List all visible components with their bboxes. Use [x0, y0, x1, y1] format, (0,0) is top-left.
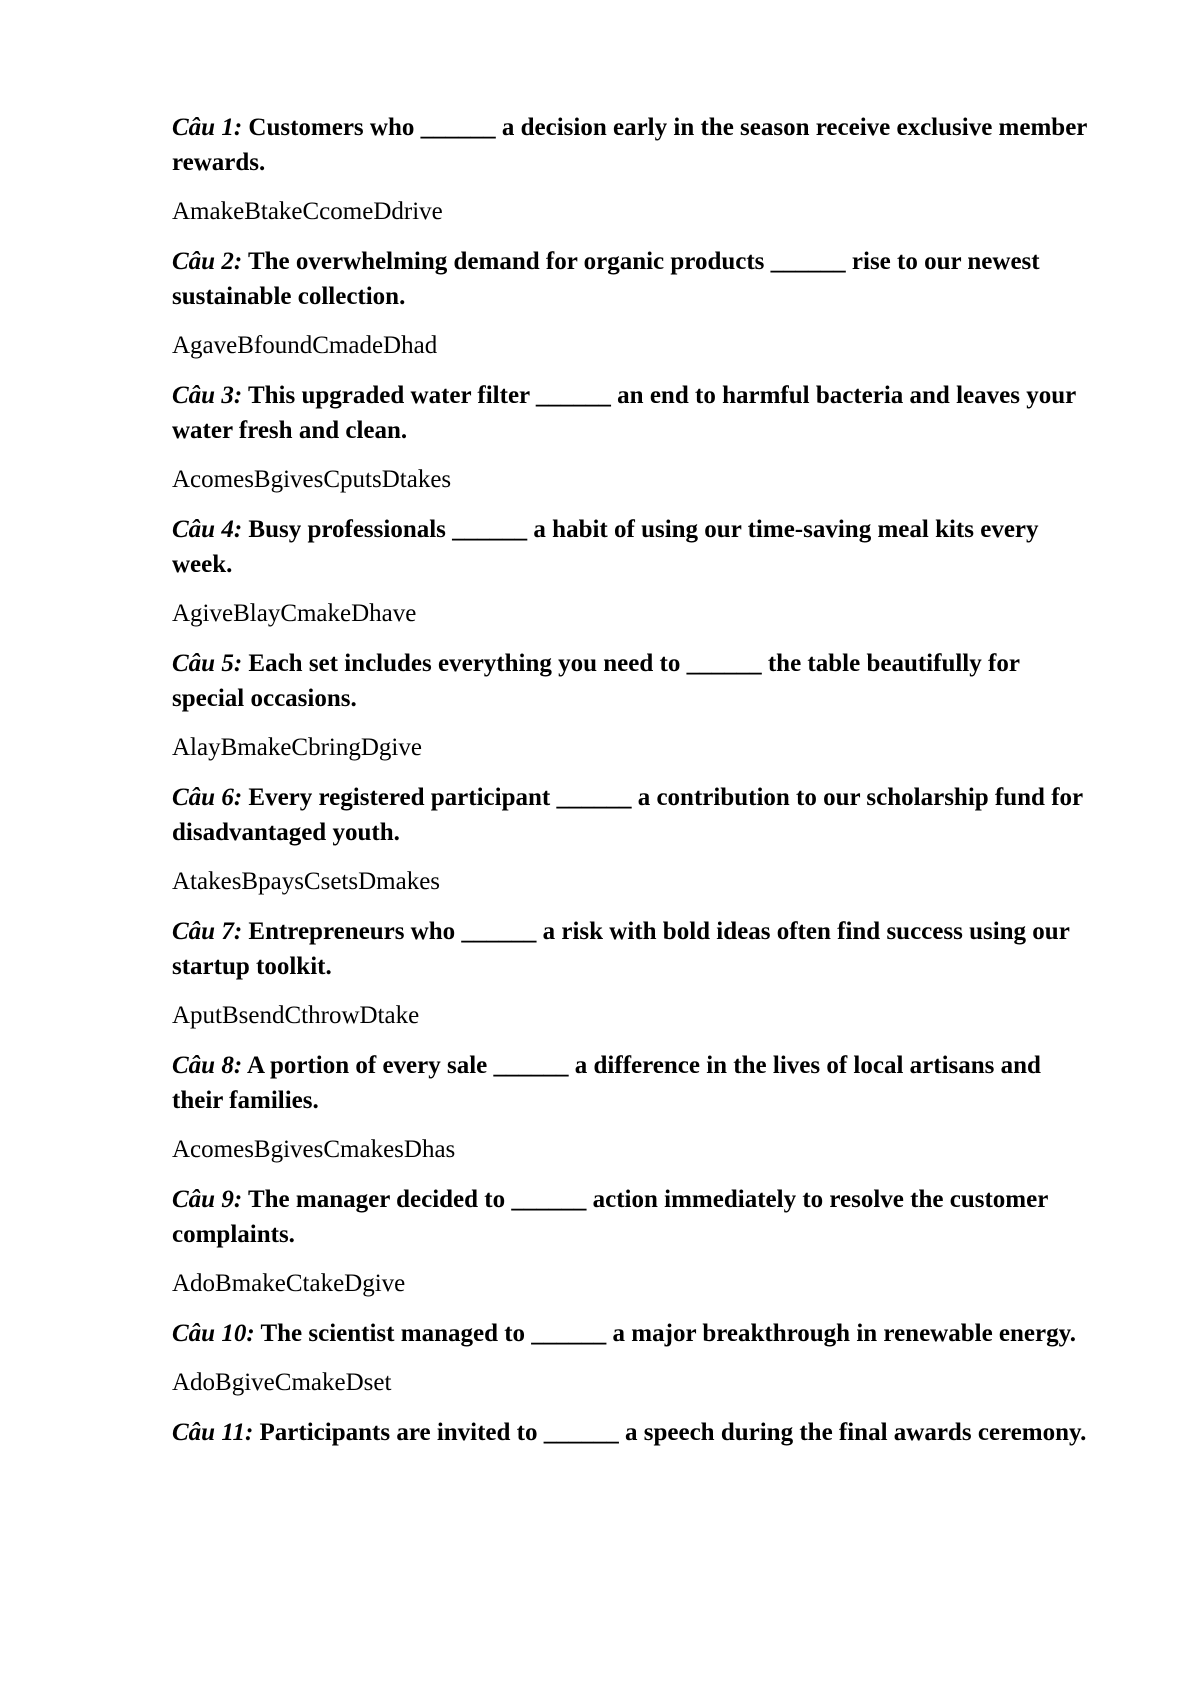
question-3 [172, 378, 1092, 512]
question-7 [172, 914, 1092, 1048]
question-body: A portion of every sale ______ a difference in the lives of local artisans and their families. [172, 1052, 1041, 1114]
question-label: Câu 3: [172, 382, 243, 409]
question-body: Every registered participant ______ a contribution to our scholarship fund for disadvantaged youth. [172, 784, 1083, 846]
answer-options: AgaveBfoundCmadeDhad [172, 332, 438, 359]
question-text [172, 512, 1092, 582]
question-text [172, 780, 1092, 850]
document-page [172, 110, 1092, 1450]
question-9 [172, 1182, 1092, 1316]
answer-options: AdoBgiveCmakeDset [172, 1369, 392, 1396]
question-label: Câu 10: [172, 1320, 255, 1347]
question-label: Câu 6: [172, 784, 243, 811]
answer-options: AcomesBgivesCputsDtakes [172, 466, 452, 493]
answer-options: AlayBmakeCbringDgive [172, 734, 422, 761]
question-label: Câu 1: [172, 114, 243, 141]
question-1 [172, 110, 1092, 244]
answer-options: AmakeBtakeCcomeDdrive [172, 198, 443, 225]
question-label: Câu 11: [172, 1419, 254, 1446]
question-text [172, 1316, 1092, 1351]
question-label: Câu 5: [172, 650, 243, 677]
question-body: The manager decided to ______ action immediately to resolve the customer complaints. [172, 1186, 1048, 1248]
answer-options: AcomesBgivesCmakesDhas [172, 1136, 456, 1163]
question-text [172, 244, 1092, 314]
answer-options: AgiveBlayCmakeDhave [172, 600, 417, 627]
question-text [172, 1048, 1092, 1118]
question-body: Customers who ______ a decision early in the season receive exclusive member rewards. [172, 114, 1087, 176]
question-8 [172, 1048, 1092, 1182]
answer-options: AputBsendCthrowDtake [172, 1002, 420, 1029]
question-body: Busy professionals ______ a habit of using our time-saving meal kits every week. [172, 516, 1039, 578]
question-text [172, 1182, 1092, 1252]
question-body: The overwhelming demand for organic products ______ rise to our newest sustainable collection. [172, 248, 1040, 310]
question-text [172, 914, 1092, 984]
question-text [172, 110, 1092, 180]
question-2 [172, 244, 1092, 378]
question-label: Câu 7: [172, 918, 243, 945]
question-body: The scientist managed to ______ a major breakthrough in renewable energy. [260, 1320, 1076, 1347]
question-body: Participants are invited to ______ a speech during the final awards ceremony. [259, 1419, 1087, 1446]
question-label: Câu 2: [172, 248, 243, 275]
question-text [172, 1415, 1092, 1450]
answer-options: AtakesBpaysCsetsDmakes [172, 868, 441, 895]
question-text [172, 378, 1092, 448]
question-5 [172, 646, 1092, 780]
question-text [172, 646, 1092, 716]
question-11 [172, 1415, 1092, 1450]
question-4 [172, 512, 1092, 646]
answer-options: AdoBmakeCtakeDgive [172, 1270, 406, 1297]
question-label: Câu 4: [172, 516, 243, 543]
question-body: Each set includes everything you need to ______ the table beautifully for special occasions. [172, 650, 1020, 712]
question-body: This upgraded water filter ______ an end to harmful bacteria and leaves your water fresh and clean. [172, 382, 1076, 444]
question-6 [172, 780, 1092, 914]
question-list [172, 110, 1092, 1450]
question-10 [172, 1316, 1092, 1415]
question-label: Câu 8: [172, 1052, 243, 1079]
question-body: Entrepreneurs who ______ a risk with bold ideas often find success using our startup toolkit. [172, 918, 1070, 980]
question-label: Câu 9: [172, 1186, 243, 1213]
